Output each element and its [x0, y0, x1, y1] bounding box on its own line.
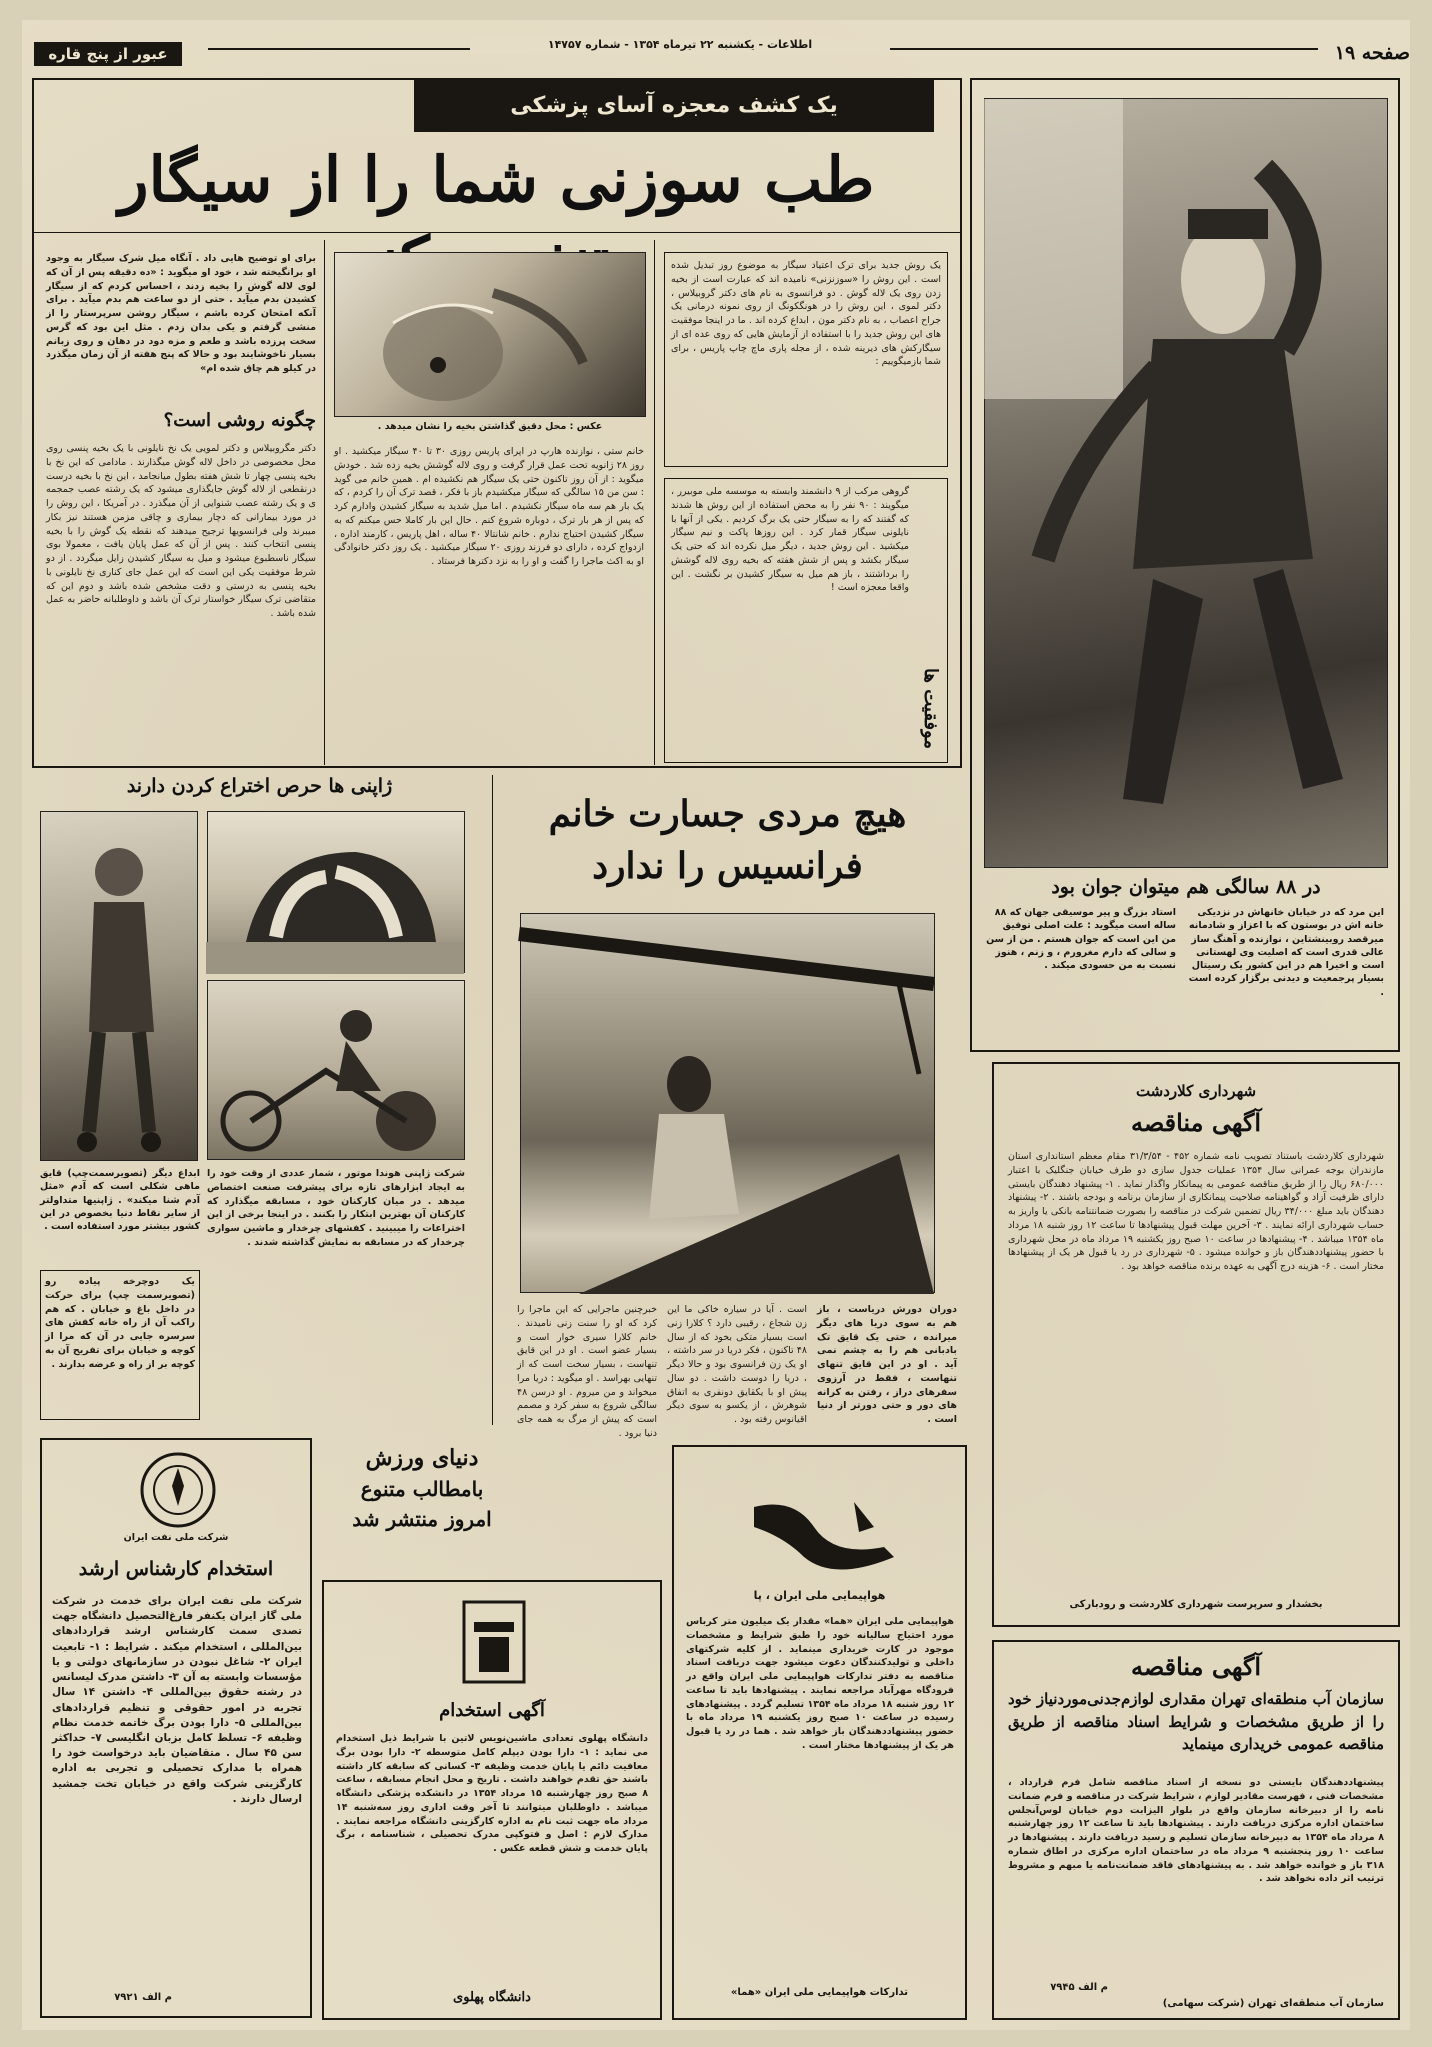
japan-article: [32, 775, 487, 1265]
oil-company-ad: [40, 1438, 312, 2018]
pianist-headline: در ۸۸ سالگی هم میتوان جوان بود: [1051, 876, 1321, 898]
france-headline-1: هیچ مردی جسارت خانم: [548, 793, 907, 835]
acupuncture-intro-box: [664, 252, 948, 467]
issue-line: اطلاعات - یکشنبه ۲۲ تیرماه ۱۳۵۴ - شماره ۱۴۷۵۷: [470, 38, 890, 54]
motor-trike-illustration: [206, 981, 464, 1161]
homa-ad: [672, 1445, 967, 2020]
japan-caption-left: ابداع دیگر (تصویرسمت‌چپ) قایق ماهی شکلی است که آدم «مثل آدم شنا میکند» . ژاپنیها متداولتر از سایر نقاط دنیا بخصوص در این کشور بیشتر مورد استفاده است .: [40, 1168, 200, 1233]
acupuncture-kicker: یک کشف معجزه آسای پزشکی: [414, 80, 934, 132]
sports-notice: [322, 1445, 522, 1565]
acupuncture-headline: طب سوزنی شما را از سیگار: [118, 143, 875, 216]
acupuncture-article: [32, 78, 962, 768]
university-emblem-icon: [454, 1592, 534, 1692]
newspaper-page: [22, 20, 1410, 2030]
oil-ad-body: شرکت ملی نفت ایران برای خدمت در شرکت ملی گاز ایران یکنفر فارغ‌التحصیل دانشگاه جهت تصدی سمت کارشناس ارشد قراردادهای بین‌المللی ، استخدام میکند . شرایط : ۱- تابعیت ایران ۲- شاغل نبودن در سازمانهای دولتی و یا مؤسسات وابسته به آن ۳- داشتن مدرک لیسانس در رشته حقوق بین‌المللی ۴- داشتن ۱۴ سال تجربه در امور حقوقی و تنظیم قراردادهای بین‌المللی ۵- دارا بودن برگ خاتمه خدمت نظام وظیفه ۶- تسلط کامل بزبان انگلیسی ۷- حداکثر سن ۴۵ سال . متقاضیان باید درخواست خود را همراه با مدارک تحصیلی و تجربی به اداره کارگزینی شرکت واقع در خیابان تخت جمشید ارسال دارند .: [52, 1595, 303, 1805]
homa-logo-icon: [734, 1487, 904, 1587]
japan-list: یک دوچرخه پیاده رو (تصویرسمت چپ) برای حرکت در داخل باغ و خیابان . که هم راکب آن از راه خانه کفش های سرسره جایی در آن که مرا از کوچه و خیابان برای تفریح آن به کوچه بر از راه و عرضه بدارند .: [45, 1276, 195, 1370]
page-number: صفحه ۱۹: [1334, 42, 1410, 64]
municipality-ad: [992, 1062, 1400, 1627]
oil-ad-title: استخدام کارشناس ارشد: [78, 1558, 274, 1580]
sports-line-1: دنیای ورزش: [365, 1445, 479, 1471]
japan-caption-right: شرکت ژاپنی هوندا موتور ، شمار عددی از وقت خود را به ایجاد ابزارهای تازه برای پیشرفت صنعت اختصاص میدهد . در میان کارکنان خود ، مسابقه میگذارد که کارکنان آن بهترین ابتکار را بکنند . در اینجا برخی از این اختراعات را میبینید . کفشهای چرخدار و ماشین سواری چرخدار که در مسابقه به نمایش گذاشته شدند .: [207, 1168, 465, 1248]
success-box: [664, 478, 948, 763]
municipality-ad-signature: بخشدار و سرپرست شهرداری کلاردشت و رودبارکی: [1069, 1599, 1323, 1610]
homa-brand: هواپیمایی ملی ایران ، پا: [753, 1589, 886, 1602]
university-ad-body: دانشگاه پهلوی تعدادی ماشین‌نویس لاتین با شرایط ذیل استخدام می نماید : ۱- دارا بودن دیپلم کامل متوسطه ۲- دارا بودن برگ معافیت دائم یا پایان خدمت وظیفه ۳- کسانی که سابقه کار داشته باشند حق تقدم خواهند داشت . تاریخ و محل انجام مسابقه ، ساعت ۸ صبح روز چهارشنبه ۱۵ مرداد ۱۳۵۴ در دانشکده پزشکی دانشگاه میباشد . داوطلبان میتوانند تا آخر وقت اداری روز سه‌شنبه ۱۴ مرداد ماه جهت ثبت نام به اداره کارگزینی دانشگاه مراجعه نمایند . مدارک لازم : اصل و فتوکپی مدرک تحصیلی ، شناسنامه ، برگ پایان خدمت و شش قطعه عکس .: [336, 1733, 648, 1855]
municipality-ad-body: شهرداری کلاردشت باستناد تصویب نامه شماره ۴۵۲ - ۳۱/۳/۵۴ مقام معظم استانداری استان مازندران بوجه عمرانی سال ۱۳۵۴ عملیات جدول سازی دو طرف خیابان جنگلیک با اعتبار ۶۸۰/۰۰۰ ریال را از طریق مناقصه عمومی به پیمانکار واگذار نماید . ۱- پیشنهاد دهندگان بایستی دارای ظرفیت آزاد و گواهینامه صلاحیت پیمانکاری از سازمان برنامه و بودجه باشند . ۲- پیشنهاد دهندگان باید مبلغ ۳۴/۰۰۰ ریال تضمین شرکت در مناقصه را بصورت ضمانتنامه بانکی یا واریز به حساب شهرداری ارائه نمایند . ۳- آخرین مهلت قبول پیشنهادها تا ساعت ۱۲ روز شنبه ۱۸ مرداد ماه ۱۳۵۴ میباشد . ۴- پیشنهادها در ساعت ۱۰ صبح روز یکشنبه ۱۹ مرداد ماه در محل شهرداری با حضور پیشنهاددهندگان باز و خوانده میشود . ۵- شهرداری در رد یا قبول هر یک از پیشنهادها مختار است . ۶- هزینه درج آگهی به عهده برنده مناقصه خواهد بود .: [1008, 1151, 1385, 1273]
dancing-man-illustration: [983, 99, 1387, 869]
water-ad-title: آگهی مناقصه: [1130, 1652, 1262, 1681]
water-ad-ref: م الف ۷۹۴۵: [1050, 1982, 1108, 1993]
university-ad-signature: دانشگاه پهلوی: [453, 1990, 531, 2005]
homa-ad-body: هواپیمایی ملی ایران «هما» مقدار یک میلیون متر کرباس مورد احتیاج سالیانه خود را طبق شرایط و مشخصات موجود در کارت خریداری مینماید . از کلیه شرکتهای داخلی و تولیدکنندگان دعوت میشود جهت دریافت اسناد مناقصه به دفتر تدارکات هواپیمایی ملی ایران واقع در فرودگاه مهرآباد مراجعه نمایند . پیشنهادها باید تا ساعت ۱۲ روز شنبه ۱۸ مرداد ماه ۱۳۵۴ تسلیم گردد . پیشنهادهای رسیده در ساعت ۱۰ صبح روز یکشنبه ۱۹ مرداد ماه با حضور پیشنهاددهندگان باز خواهد شد . هما در رد یا قبول هر یک از پیشنهادها مختار است .: [686, 1616, 954, 1751]
photo-caption: عکس : محل دقیق گذاشتن بخیه را نشان میدهد .: [377, 421, 603, 432]
france-headline-2: فرانسیس را ندارد: [592, 845, 863, 887]
acupuncture-intro: یک روش جدید برای ترک اعتیاد سیگار به موضوع روز تبدیل شده است . این روش را «سوزنزنی» نامیده اند که عبارت است از بخیه زدن روی یک لاله گوش . دو فرانسوی به نام های دکتر گروبیلاس ، دکتر لموی ، این روش را در هونگکونگ از روی نمونه درمانی یک جراح اعصاب ، به نام دکتر مون ، ابداع کرده اند . ما در اینجا موفقیت های این روش جدید را با استفاده از آزمایش هایی که روی عده ای از سیگارکش های دیرینه شده ، از مجله پاری ماچ چاپ پاریس ، برای شما بازمیگوییم :: [671, 260, 941, 368]
japan-trike-photo: [207, 980, 465, 1160]
nioc-logo-icon: [138, 1450, 218, 1530]
acupuncture-col-success: گروهی مرکب از ۹ دانشمند وابسته به موسسه ملی موبیرر ، میگویند : ۹۰ نفر را به محض استفاده از این روش ها شدند که گفتند که را به سیگار حتی یک برگ کردیم . یکی از آنها با نایلونی سیگار قمار کرد . این روزها پاکت و نیم سیگار میکشید . این روش جدید ، دیگر میل نکرده اند که حتی یک سیگار بکشد و پس از شش هفته که بخیه روی لاله گوشش را برداشتند ، باز هم میل به سیگار کشیدن بر نگشت . این واقعا معجزه است !: [671, 486, 909, 594]
municipality-header: شهرداری کلاردشت: [1135, 1082, 1257, 1100]
france-col-right: دوران دورش دریاست ، باز هم به سوی دریا های دیگر میرانده ، حتی یک قایق تک بادبانی هم را به چشم نمی آید . او در این قایق تنهای تنهاست ، فقط در آرزوی سفرهای دراز ، رفتن به کرانه های دور و حتی دورتر از دنیا است .: [817, 1304, 957, 1426]
municipality-ad-title: آگهی مناقصه: [1130, 1108, 1262, 1137]
japan-fishboat-photo: [207, 811, 465, 973]
oil-ad-ref: م الف ۷۹۲۱: [114, 1992, 172, 2003]
homa-ad-signature: تدارکات هواپیمایی ملی ایران «هما»: [730, 1987, 909, 1998]
section-badge: عبور از پنج قاره: [34, 42, 182, 66]
university-ad-title: آگهی استخدام: [439, 1700, 545, 1721]
acupuncture-col-patients: خانم ستی ، نوازنده هارپ در اپرای پاریس روزی ۳۰ تا ۴۰ سیگار میکشید . او روز ۲۸ ژانویه تحت عمل قرار گرفت و روی لاله گوشش بخیه زده شد . خودش میگوید : از آن روز تاکنون حتی یک سیگار هم نکشیده ام . همین خانم می گوید : سن من ۱۵ سالگی که سیگار میکشیدم باز با فکر ، قصد ترک آن را کردم ، که یک بار هم سه ماه سیگار نکشیدم . اما میل شدید به سیگار کشیدن وادارم کرد که پس از هر بار ترک ، دوباره شروع کنم . حال این بار کاملا حس میکنم که به سیگار کشیدن احتیاج ندارم . خانم شانتالا ۴۰ ساله ، اهل پاریس ، کارمند اداره ، ازدواج کرده ، دارای دو فرزند روزی ۲۰ سیگار میکشید . یک روز دکتر خانوادگی او به اکث ماجرا را گفت و او را به نزد دکترها فرستاد .: [334, 446, 644, 568]
pianist-article: [970, 78, 1400, 1052]
acupuncture-ear-photo: [334, 252, 646, 417]
sports-line-3: امروز منتشر شد: [352, 1507, 492, 1531]
ear-needle-illustration: [333, 253, 645, 418]
acupuncture-col-how: دکتر مگروبیلاس و دکتر لمویی یک نخ نایلونی با یک بخیه پنسی روی محل مخصوصی در داخل لاله گوش میگذارند . مادامی که این نخ با بخیه پنسی چهار تا شش هفته بطول میانجامد ، این نخ با بخیه درست درنقطعی از لاله گوش جایگذاری میشود که یک رشته عصب جمجمه ی و یک رشته عصب شنوایی از آن میگذرد . در آمریکا ، این روش را در مورد بیمارانی که دچار بیماری و چاقی مزمن هستند نیز بکار میبرند ولی فرانسویها ترجیح میدهند که نقطه یک گوش را با بخیه پنسی انتخاب کنند . پس از آن که عمل پایان یافت ، معمولا بوی سیگار ناسطبوع میشود و میل به سیگار کشیدن زایل میگردد . از دو شرط موفقیت یکی این است که این عمل جای کناری نخ نایلونی با بخیه پنسی به درستی و دقت مشخص شده باشد و دوم این که متقاضی ترک سیگار خواستار ترک آن باشد و داوطلبانه حاضر به عمل شده باشد .: [46, 443, 316, 620]
pianist-caption-left: استاد بزرگ و پیر موسیقی جهان که ۸۸ ساله است میگوید : علت اصلی توفیق من این است که جوان هستم . من از سن و سالی که دارم مغرورم ، و زنم ، هنوز نسبت به من حسودی میکند .: [986, 907, 1176, 972]
water-ad-body: پیشنهاددهندگان بایستی دو نسخه از اسناد مناقصه شامل فرم قرارداد ، مشخصات فنی ، فهرست مقادیر لوازم ، شرایط شرکت در مناقصه و فرم ضمانت نامه را از دبیرخانه سازمان واقع در بلوار الیزابت دوم خیابان لوس‌آنجلس ساختمان اداره مرکزی دریافت دارند . پیشنهادها باید تا ساعت ۱۲ روز چهارشنبه ۸ مرداد ماه ۱۳۵۴ به دبیرخانه سازمان تسلیم و رسید دریافت دارند . پیشنهادها در ساعت ۱۰ روز پنجشنبه ۹ مرداد ماه در ساختمان اداره مرکزی در اطاق شماره ۳۱۸ باز و خوانده خواهد شد . به پیشنهادهای فاقد ضمانت‌نامه یا مبهم و مشروط ترتیب اثر داده نخواهد شد .: [1008, 1777, 1384, 1885]
france-col-mid: است . آیا در سیاره خاکی ما این زن شجاع ، رقیبی دارد ؟ کلارا زنی است بسیار متکی بخود که از سال ۴۸ تاکنون ، فکر دریا در سر داشته ، او یک زن فرانسوی بود و حالا دیگر ، دریا را دوست داشت . دو سال پیش او با یکقایق دونفری به اتفاق شوهرش ، از یکسو به سوی دیگر اقیانوس رفته بود .: [667, 1304, 807, 1426]
japan-list-box: [40, 1270, 200, 1420]
university-ad: [322, 1580, 662, 2020]
success-label: موفقیت ها: [920, 668, 941, 749]
water-ad-lead: سازمان آب منطقه‌ای تهران مقداری لوازم‌جدنی‌موردنیاز خود را از طریق مشخصات و شرایط اسناد مناقصه از طریق مناقصه عمومی خریداری مینماید: [1008, 1690, 1384, 1753]
acupuncture-col-right: برای او توضیح هایی داد . آنگاه میل شرک سیگار به وجود او برانگیخته شد ، خود او میگوید : «ده دقیقه پس از آن که لوی لاله گوش را بخیه زدند ، احساس کردم که از سیگار کشیدن بدم میآید . حتی از دو ساعت هم بدم میآید . برای آنکه امتحان کرده باشم ، سیگار روشن سرپرستار را از منشی گرفتم و یکی بدان زدم . مثل این بود که گرس سخت پرزده باشد و طعم و مزه دود در دهان و روی زبانم بسیار ناخوشایند بود و حالا که پنج هفته از آن زمان میگذرد در کیلو هم چاق شده ام»: [46, 253, 316, 375]
water-ad-signature: سازمان آب منطقه‌ای تهران (شرکت سهامی): [1162, 1998, 1384, 2009]
oil-company-name: شرکت ملی نفت ایران: [123, 1532, 229, 1543]
sailor-boat-illustration: [519, 914, 934, 1294]
japan-headline: ژاپنی ها حرص اختراع کردن دارند: [126, 775, 393, 797]
water-authority-ad: [992, 1640, 1400, 2020]
france-col-left: خبرچنین ماجرایی که این ماجرا را کرد که او را سنت زنی نامیدند . خانم کلارا سیری خوار است و بسیار عضو است . او در این قایق تنهاست ، بسیار سخت است که از تنهایی بهراسد . او میگوید : دریا مرا میخواند و من میروم . او درسن ۴۸ سالگی شروع به سفر کرد و مصمم است که پیش از مرگ به همه جای دنیا برود .: [517, 1304, 657, 1439]
subhead-how: چگونه روشی است؟: [163, 410, 316, 431]
france-sailor-photo: [520, 913, 935, 1293]
pianist-caption-right: این مرد که در خیابان خانهاش در نزدیکی خانه اش در بوستون که با اعزاز و شادمانه میرقصد روبینشتاین ، نوازنده و آهنگ ساز عالی قدری است که اصلیت وی لهستانی است و اخیرا هم در این کشور یک رسیتال بسیار پرجمعیت و دیدنی برگزار کرده است .: [1188, 907, 1384, 998]
pianist-photo: [984, 98, 1388, 868]
skater-illustration: [39, 812, 197, 1162]
sports-line-2: بامطالب متنوع: [360, 1477, 484, 1501]
japan-skates-photo: [40, 811, 198, 1161]
fish-boat-illustration: [206, 812, 464, 974]
france-article: [500, 775, 965, 1439]
